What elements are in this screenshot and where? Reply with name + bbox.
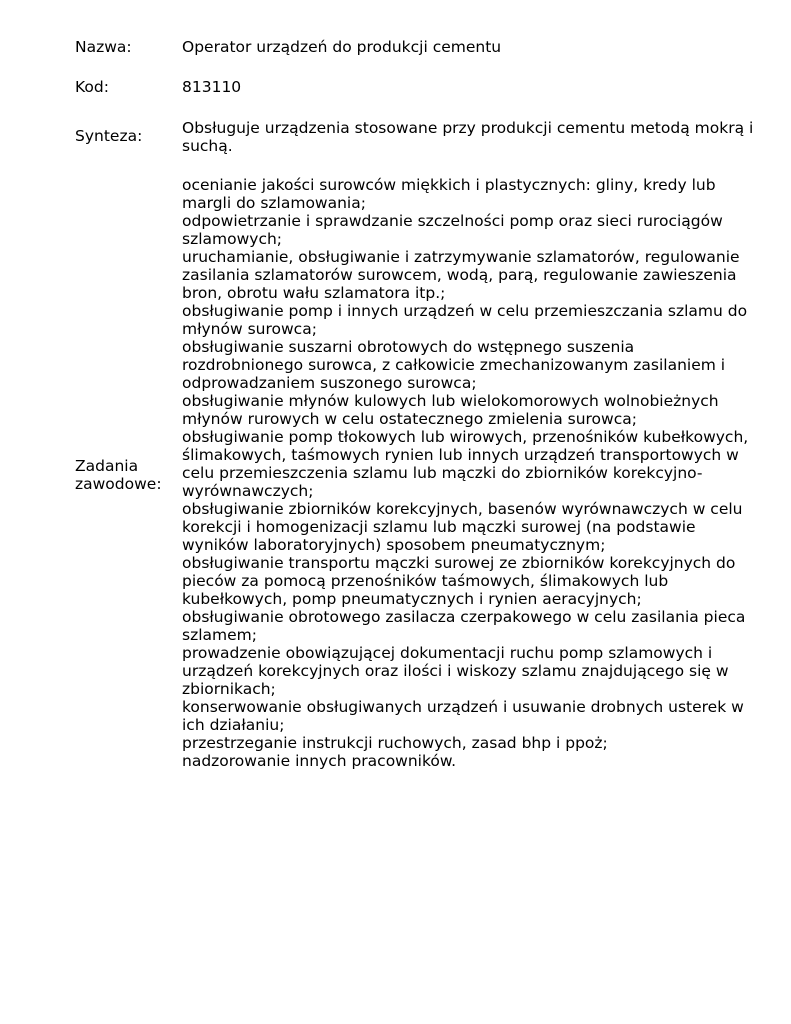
zadanie-item: uruchamianie, obsługiwanie i zatrzymywanie szlamatorów, regulowanie zasilania szlamatorów surowcem, wodą, parą, regulowanie zawieszenia bron, obrotu wału szlamatora itp.; bbox=[182, 248, 740, 302]
zadanie-item: obsługiwanie pomp i innych urządzeń w celu przemieszczania szlamu do młynów surowca; bbox=[182, 302, 748, 338]
synteza-value: Obsługuje urządzenia stosowane przy produkcji cementu metodą mokrą i suchą. bbox=[182, 119, 754, 155]
zadanie-item: ocenianie jakości surowców miękkich i plastycznych: gliny, kredy lub margli do szlamowania; bbox=[182, 176, 716, 212]
zadanie-item: odpowietrzanie i sprawdzanie szczelności pomp oraz sieci rurociągów szlamowych; bbox=[182, 212, 723, 248]
zadania-label: Zadania zawodowe: bbox=[75, 457, 162, 493]
zadanie-item: nadzorowanie innych pracowników. bbox=[182, 752, 457, 770]
zadanie-item: obsługiwanie transportu mączki surowej ze zbiorników korekcyjnych do pieców za pomocą przenośników taśmowych, ślimakowych lub kubełkowych, pomp pneumatycznych i rynien aeracyjnych; bbox=[182, 554, 736, 608]
zadanie-item: obsługiwanie obrotowego zasilacza czerpakowego w celu zasilania pieca szlamem; bbox=[182, 608, 746, 644]
zadanie-item: prowadzenie obowiązującej dokumentacji ruchu pomp szlamowych i urządzeń korekcyjnych oraz ilości i wiskozy szlamu znajdującego się w zbiornikach; bbox=[182, 644, 729, 698]
zadanie-item: konserwowanie obsługiwanych urządzeń i usuwanie drobnych usterek w ich działaniu; bbox=[182, 698, 744, 734]
kod-label: Kod: bbox=[75, 78, 109, 96]
synteza-label: Synteza: bbox=[75, 127, 143, 145]
zadanie-item: obsługiwanie suszarni obrotowych do wstępnego suszenia rozdrobnionego surowca, z całkowicie zmechanizowanym zasilaniem i odprowadzaniem suszonego surowca; bbox=[182, 338, 726, 392]
zadanie-item: przestrzeganie instrukcji ruchowych, zasad bhp i ppoż; bbox=[182, 734, 608, 752]
nazwa-value: Operator urządzeń do produkcji cementu bbox=[182, 38, 502, 56]
zadanie-item: obsługiwanie młynów kulowych lub wielokomorowych wolnobieżnych młynów rurowych w celu ostatecznego zmielenia surowca; bbox=[182, 392, 719, 428]
zadanie-item: obsługiwanie pomp tłokowych lub wirowych, przenośników kubełkowych, ślimakowych, taśmowych rynien lub innych urządzeń transportowych w celu przemieszczenia szlamu lub mączki do zbiorników korekcyjno-wyrównawczych; bbox=[182, 428, 749, 500]
nazwa-label: Nazwa: bbox=[75, 38, 132, 56]
kod-value: 813110 bbox=[182, 78, 242, 96]
zadanie-item: obsługiwanie zbiorników korekcyjnych, basenów wyrównawczych w celu korekcji i homogenizacji szlamu lub mączki surowej (na podstawie wyników laboratoryjnych) sposobem pneumatycznym; bbox=[182, 500, 743, 554]
zadania-list bbox=[182, 176, 757, 770]
